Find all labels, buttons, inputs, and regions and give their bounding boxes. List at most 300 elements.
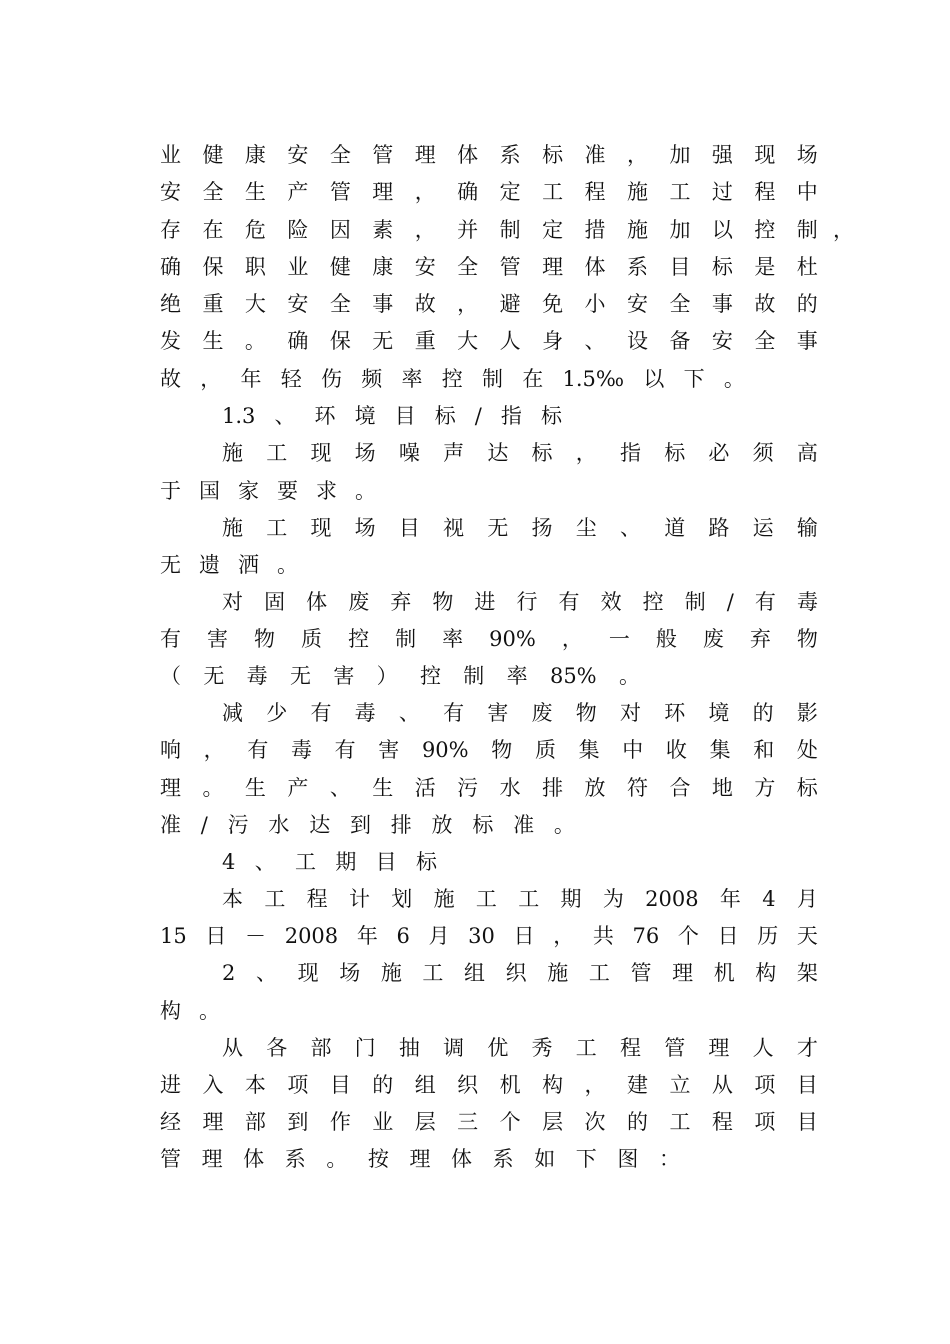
glyph: 工 [475,887,497,911]
glyph: 6 [396,924,410,948]
glyph: ， [457,292,479,316]
glyph: 30 [468,924,495,948]
glyph: 物 [796,627,818,651]
glyph: 少 [266,701,288,725]
glyph: ， [414,180,436,204]
text-line [160,1070,818,1100]
glyph: 施 [626,218,648,242]
glyph: 三 [457,1110,479,1134]
glyph: 全 [329,292,351,316]
glyph: 程 [619,1036,641,1060]
glyph: 抽 [398,1036,420,1060]
glyph: 弃 [390,590,412,614]
glyph: 历 [757,924,779,948]
glyph: 境 [708,701,730,725]
glyph: 避 [499,292,521,316]
glyph: 环 [664,701,686,725]
glyph: 排 [542,776,564,800]
glyph: 地 [711,776,733,800]
glyph: 。 [723,367,745,391]
glyph: 系 [284,1147,306,1171]
glyph: 无 [487,516,509,540]
glyph: 率 [506,664,528,688]
glyph: 2 [222,961,236,985]
glyph: 体 [243,1147,265,1171]
glyph: 施 [380,961,402,985]
glyph: 目 [398,516,420,540]
glyph: 工 [669,1110,691,1134]
glyph: 从 [711,1073,733,1097]
glyph: 管 [664,1036,686,1060]
glyph: 理 [542,255,564,279]
glyph: 管 [329,180,351,204]
glyph: ， [575,441,597,465]
glyph: 日 [717,924,739,948]
glyph: 、 [619,516,641,540]
glyph: 机 [713,961,735,985]
glyph: 有 [310,701,332,725]
glyph: 运 [752,516,774,540]
glyph: 污 [457,776,479,800]
glyph: 标 [531,441,553,465]
text-line [222,438,818,468]
glyph: 1.5‰ [562,367,625,391]
glyph: 场 [354,516,376,540]
glyph: 经 [160,1110,181,1134]
text-line [160,921,818,951]
glyph: 尘 [575,516,597,540]
glyph: 水 [499,776,521,800]
glyph: 工 [266,441,288,465]
glyph: 场 [796,143,818,167]
glyph: 目 [669,255,691,279]
glyph: 工 [422,961,444,985]
glyph: 故 [754,292,776,316]
glyph: 体 [457,143,479,167]
glyph: 调 [443,1036,465,1060]
glyph: 秀 [531,1036,553,1060]
glyph: 以 [643,367,665,391]
text-line [160,252,818,282]
glyph: 管 [372,143,394,167]
glyph: ， [203,738,225,762]
glyph: 固 [264,590,286,614]
glyph: 道 [664,516,686,540]
glyph: 以 [711,218,733,242]
text-line [160,140,818,170]
glyph: 管 [630,961,652,985]
glyph: 全 [754,329,776,353]
glyph: 年 [240,367,262,391]
glyph: 理 [201,1147,223,1171]
glyph: 标 [540,404,562,428]
glyph: 入 [202,1073,224,1097]
glyph: 毒 [354,701,376,725]
glyph: 般 [655,627,677,651]
glyph: 生 [372,776,394,800]
glyph: 无 [203,664,225,688]
glyph: 生 [244,180,266,204]
glyph: 害 [333,664,355,688]
overhang-comma: ， [833,218,854,242]
glyph: 门 [354,1036,376,1060]
glyph: 体 [584,255,606,279]
glyph: 项 [754,1110,776,1134]
glyph: 安 [160,180,181,204]
glyph: 污 [227,813,249,837]
glyph: 生 [202,329,224,353]
glyph: 确 [287,329,309,353]
text-line [222,1033,818,1063]
glyph: 安 [287,143,309,167]
glyph: 控 [441,367,463,391]
glyph: 一 [608,627,630,651]
glyph: ， [200,367,222,391]
glyph: 对 [222,590,243,614]
glyph: 准 [584,143,606,167]
glyph: 目 [796,1110,818,1134]
glyph: 家 [238,479,259,503]
glyph: 各 [266,1036,288,1060]
glyph: 毒 [796,590,818,614]
glyph: 架 [796,961,818,985]
glyph: 4 [222,850,236,874]
glyph: 在 [522,367,544,391]
glyph: 施 [547,961,569,985]
glyph: 备 [669,329,691,353]
glyph: 。 [244,329,266,353]
glyph: 输 [796,516,818,540]
glyph: 定 [542,218,564,242]
glyph: 重 [202,292,224,316]
glyph: 业 [287,255,309,279]
glyph: 构 [755,961,777,985]
glyph: 弃 [749,627,771,651]
glyph: 有 [334,738,356,762]
glyph: 废 [348,590,370,614]
glyph: 过 [711,180,733,204]
glyph: 个 [677,924,699,948]
glyph: ） [376,664,398,688]
glyph: 业 [372,1110,394,1134]
glyph: 有 [754,590,776,614]
glyph: 现 [297,961,319,985]
glyph: 系 [626,255,648,279]
glyph: 安 [711,329,733,353]
glyph: 生 [244,776,266,800]
glyph: 标 [415,850,437,874]
glyph: 本 [222,887,243,911]
glyph: 准 [513,813,535,837]
text-line [160,773,818,803]
glyph: 1.3 [222,404,256,428]
glyph: 全 [202,180,224,204]
glyph: 期 [560,887,582,911]
glyph: 物 [254,627,276,651]
glyph: 制 [684,590,706,614]
glyph: 进 [160,1073,181,1097]
glyph: 杜 [796,255,818,279]
glyph: 无 [372,329,394,353]
glyph: 组 [414,1073,436,1097]
glyph: 、 [584,329,606,353]
glyph: 素 [372,218,394,242]
glyph: 路 [708,516,730,540]
text-line [160,364,745,394]
glyph: 施 [222,516,243,540]
glyph: 理 [202,1110,224,1134]
glyph: 确 [160,255,181,279]
glyph: 目 [394,404,416,428]
glyph: 身 [542,329,564,353]
glyph: 行 [516,590,538,614]
glyph: 图 [617,1147,639,1171]
glyph: 是 [754,255,776,279]
glyph: 目 [796,1073,818,1097]
glyph: ： [658,1147,680,1171]
glyph: 按 [367,1147,389,1171]
glyph: 制 [796,218,818,242]
glyph: 合 [669,776,691,800]
text-line [160,996,818,1026]
text-line [222,884,818,914]
text-line [160,810,575,840]
glyph: 对 [619,701,641,725]
glyph: ， [553,924,575,948]
glyph: 。 [618,664,640,688]
glyph: 计 [348,887,370,911]
text-line [160,661,640,691]
glyph: 境 [354,404,376,428]
glyph: 2008 [284,924,339,948]
glyph: 害 [207,627,229,651]
glyph: 物 [432,590,454,614]
glyph: 理 [708,1036,730,1060]
glyph: 标 [542,143,564,167]
glyph: 日 [205,924,227,948]
text-line [160,735,818,765]
glyph: 保 [202,255,224,279]
glyph: 下 [575,1147,597,1171]
text-line [160,326,818,356]
text-line [160,1144,680,1174]
glyph: 影 [796,701,818,725]
glyph: 轻 [280,367,302,391]
glyph: 有 [558,590,580,614]
glyph: 危 [244,218,266,242]
text-line [160,215,818,245]
glyph: 才 [796,1036,818,1060]
glyph: 管 [499,255,521,279]
glyph: 工 [588,961,610,985]
glyph: 处 [796,738,818,762]
glyph: 管 [160,1147,181,1171]
glyph: 并 [457,218,479,242]
glyph: 无 [160,553,181,577]
glyph: 期 [335,850,357,874]
glyph: 产 [287,180,309,204]
glyph: / [726,590,734,614]
glyph: 划 [391,887,413,911]
glyph: 和 [753,738,775,762]
glyph: 高 [796,441,818,465]
glyph: 、 [274,404,296,428]
glyph: 目 [375,850,397,874]
glyph: 理 [409,1147,431,1171]
glyph: 理 [160,776,181,800]
section-heading [222,958,818,988]
glyph: 扬 [531,516,553,540]
glyph: 率 [401,367,423,391]
glyph: 标 [434,404,456,428]
glyph: 程 [711,1110,733,1134]
glyph: 标 [472,813,494,837]
glyph: 本 [244,1073,266,1097]
glyph: 。 [199,999,220,1023]
glyph: 立 [669,1073,691,1097]
glyph: 现 [310,441,332,465]
glyph: 施 [222,441,243,465]
glyph: 噪 [398,441,420,465]
glyph: 构 [160,999,181,1023]
glyph: 4 [762,887,776,911]
glyph: 康 [244,143,266,167]
glyph: 程 [754,180,776,204]
glyph: 个 [499,1110,521,1134]
glyph: 事 [711,292,733,316]
text-line [160,289,818,319]
glyph: 产 [287,776,309,800]
glyph: 小 [584,292,606,316]
glyph: 事 [796,329,818,353]
text-line [160,1107,818,1137]
section-heading [222,847,437,877]
glyph: 废 [702,627,724,651]
glyph: 水 [268,813,290,837]
glyph: 进 [474,590,496,614]
glyph: 废 [531,701,553,725]
glyph: ， [626,143,648,167]
glyph: 现 [310,516,332,540]
glyph: 事 [372,292,394,316]
glyph: 如 [534,1147,556,1171]
glyph: 效 [600,590,622,614]
glyph: 险 [287,218,309,242]
glyph: 业 [160,143,181,167]
glyph: 全 [329,143,351,167]
glyph: 质 [301,627,323,651]
glyph: 层 [542,1110,564,1134]
glyph: 的 [372,1073,394,1097]
glyph: 绝 [160,292,181,316]
glyph: 保 [329,329,351,353]
glyph: 质 [534,738,556,762]
glyph: 符 [626,776,648,800]
glyph: 体 [306,590,328,614]
glyph: 频 [361,367,383,391]
glyph: 加 [669,143,691,167]
glyph: 、 [329,776,351,800]
glyph: 。 [326,1147,348,1171]
glyph: 全 [457,255,479,279]
glyph: － [245,924,267,948]
glyph: 必 [708,441,730,465]
glyph: 安 [414,255,436,279]
glyph: 排 [390,813,412,837]
glyph: 因 [329,218,351,242]
glyph: 85% [549,664,597,688]
glyph: 构 [542,1073,564,1097]
glyph: 场 [339,961,361,985]
glyph: ， [561,627,583,651]
glyph: 大 [457,329,479,353]
glyph: 指 [500,404,522,428]
glyph: 在 [202,218,224,242]
glyph: 为 [602,887,624,911]
glyph: 须 [752,441,774,465]
glyph: 于 [160,479,181,503]
glyph: 2008 [645,887,699,911]
glyph: 月 [796,887,818,911]
glyph: 月 [428,924,450,948]
glyph: 76 [632,924,660,948]
glyph: 人 [752,1036,774,1060]
glyph: ， [414,218,436,242]
glyph: / [200,813,208,837]
glyph: 达 [309,813,331,837]
glyph: 项 [287,1073,309,1097]
glyph: 害 [487,701,509,725]
glyph: 发 [160,329,181,353]
glyph: 工 [669,180,691,204]
glyph: 有 [247,738,269,762]
glyph: 标 [664,441,686,465]
glyph: 要 [277,479,298,503]
glyph: （ [160,664,181,688]
glyph: 加 [669,218,691,242]
text-line [222,587,818,617]
glyph: 故 [414,292,436,316]
text-line [160,550,818,580]
glyph: 控 [642,590,664,614]
glyph: 层 [414,1110,436,1134]
glyph: 物 [575,701,597,725]
glyph: 程 [584,180,606,204]
glyph: 放 [584,776,606,800]
glyph: 从 [222,1036,243,1060]
glyph: 织 [457,1073,479,1097]
glyph: 大 [244,292,266,316]
glyph: 、 [398,701,420,725]
glyph: 康 [372,255,394,279]
glyph: 免 [542,292,564,316]
glyph: 响 [160,738,181,762]
glyph: 健 [329,255,351,279]
glyph: 准 [160,813,181,837]
glyph: 全 [669,292,691,316]
glyph: 减 [222,701,243,725]
glyph: 工 [542,180,564,204]
glyph: 活 [414,776,436,800]
glyph: 安 [287,292,309,316]
glyph: 物 [491,738,513,762]
glyph: 遗 [199,553,220,577]
glyph: 、 [255,961,277,985]
glyph: 故 [160,367,181,391]
glyph: 共 [592,924,614,948]
glyph: 工 [518,887,540,911]
glyph: 机 [499,1073,521,1097]
